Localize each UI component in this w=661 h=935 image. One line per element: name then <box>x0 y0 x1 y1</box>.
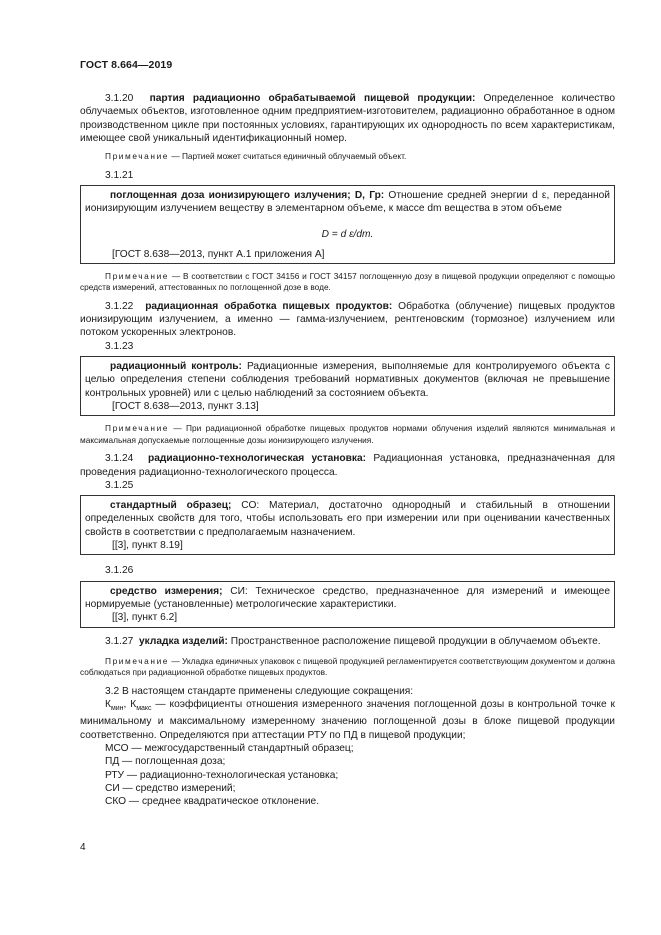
term-definition: Обработка (облучение) пищевых продуктов ионизирующим излучением, а именно — гамма-излучением, рентгеновским (тормозное) излучением или потоком ускоренных электронов. <box>80 300 615 339</box>
term-number: 3.1.27 <box>105 635 134 647</box>
abbreviation-item: ПД — поглощенная доза; <box>105 756 226 768</box>
term-3-1-26 <box>85 585 610 612</box>
term-number: 3.1.24 <box>105 453 134 465</box>
term-box-3-1-26 <box>80 581 615 628</box>
page-number: 4 <box>80 842 86 853</box>
term-number: 3.1.20 <box>105 93 134 104</box>
term-box-3-1-25 <box>80 495 615 555</box>
term-number-3-1-26: 3.1.26 <box>105 565 134 577</box>
note-label: Примечание <box>105 655 170 666</box>
abbreviation-k: $К_{мин}$, $К_{макс}$ — коэффициенты отношения измеренного значения поглощенной дозы в контрольной точке к минимальному и максимальному измеренному значению поглощенной дозы в блоке пищевой продукции соответственно. Определяются при аттестации РТУ по ПД в пищевой продукции; <box>80 699 615 741</box>
term-number-3-1-25: 3.1.25 <box>105 479 134 491</box>
abbreviation-item: СКО — среднее квадратическое отклонение. <box>105 796 320 808</box>
note-text: — В соответствии с ГОСТ 34156 и ГОСТ 34157 поглощенную дозу в пищевой продукции определяют с помощью средств измерений, аттестованных по поглощенной дозе в воде. <box>80 270 615 293</box>
term-definition: СИ: Техническое средство, предназначенное для измерений и имеющее нормируемые (установленные) метрологические характеристики. <box>85 585 611 610</box>
term-3-1-27 <box>80 635 615 648</box>
term-title: укладка изделий: <box>139 635 228 647</box>
term-box-3-1-21 <box>80 185 615 264</box>
term-3-1-20 <box>80 92 615 145</box>
term-3-1-22 <box>80 300 615 340</box>
term-source: [[3], пункт 8.19] <box>112 540 183 552</box>
term-3-1-25 <box>85 499 610 539</box>
term-definition: Отношение средней энергии d ε, переданной ионизирующим излучением веществу в элементарном объеме, к массе dm вещества в этом объеме <box>85 189 610 215</box>
term-box-3-1-23 <box>80 356 615 416</box>
abbreviation-item: СИ — средство измерений; <box>105 782 236 794</box>
term-number-3-1-21: 3.1.21 <box>105 169 134 181</box>
term-3-1-23 <box>85 360 610 400</box>
abbreviation-item: МСО — межгосударственный стандартный образец; <box>105 743 354 755</box>
term-definition: Пространственное расположение пищевой продукции в облучаемом объекте. <box>227 635 601 647</box>
note-3-1-27 <box>80 656 615 679</box>
note-label: Примечание <box>105 270 170 281</box>
note-label: Примечание <box>105 151 170 162</box>
term-3-1-21 <box>85 189 610 216</box>
abbreviations-intro: 3.2 В настоящем стандарте применены следующие сокращения: <box>105 685 414 697</box>
term-source: [[3], пункт 6.2] <box>112 612 178 624</box>
page-content <box>80 92 615 809</box>
note-label: Примечание <box>105 423 170 434</box>
note-text: — Партией может считаться единичный облучаемый объект. <box>169 151 407 162</box>
note-3-1-21 <box>80 271 615 294</box>
abbreviation-list <box>80 742 615 808</box>
term-definition: Радиационная установка, предназначенная для проведения радиационно-технологического процесса. <box>80 453 615 478</box>
note-3-1-23 <box>80 423 615 446</box>
term-title: радиационная обработка пищевых продуктов: <box>145 300 393 312</box>
term-definition: Радиационные измерения, выполняемые для контролируемого объекта с целью определения степени соблюдения требований нормативных документов (включая не превышение контрольных уровней) или с целью наблюдений за состоянием объекта. <box>85 361 610 399</box>
term-number: 3.1.22 <box>105 300 134 312</box>
term-title: средство измерения; <box>110 585 223 597</box>
term-number-3-1-23: 3.1.23 <box>105 340 134 352</box>
term-definition: СО: Материал, достаточно однородный и стабильный в отношении определенных свойств для того, чтобы использовать его при измерении или при оценивании качественных свойств в соответствии с предполагаемым назначением. <box>85 500 610 538</box>
term-title: партия радиационно обрабатываемой пищевой продукции: <box>149 93 476 104</box>
term-title: радиационно-технологическая установка: <box>148 453 367 465</box>
document-header: ГОСТ 8.664—2019 <box>80 59 173 71</box>
term-3-1-24 <box>80 452 615 479</box>
formula: D = d ε/dm. <box>321 228 374 240</box>
term-title: радиационный контроль: <box>110 361 242 373</box>
note-3-1-20 <box>80 151 615 163</box>
abbreviation-item: РТУ — радиационно-технологическая установка; <box>105 769 339 781</box>
term-source: [ГОСТ 8.638—2013, пункт А.1 приложения А] <box>112 248 325 260</box>
term-definition: Определенное количество облучаемых объектов, изготовленное одним предприятием-изготовителем, радиационно обработанное в одном производственном цикле при постоянных условиях, гарантирующих их однородность по всем характеристикам, имеющее свой уникальный идентификационный номер. <box>80 93 615 144</box>
term-title: поглощенная доза ионизирующего излучения; D, Гр: <box>110 189 385 201</box>
term-source: [ГОСТ 8.638—2013, пункт 3.13] <box>112 400 259 412</box>
note-text: — Укладка единичных упаковок с пищевой продукцией регламентируется соответствующим документом и должна соблюдаться при радиационной обработке пищевых продуктов. <box>80 655 615 678</box>
term-title: стандартный образец; <box>110 500 232 512</box>
note-text: — При радиационной обработке пищевых продуктов нормами облучения изделий являются минимальная и максимальная допускаемые поглощенные дозы ионизирующего излучения. <box>80 423 615 445</box>
